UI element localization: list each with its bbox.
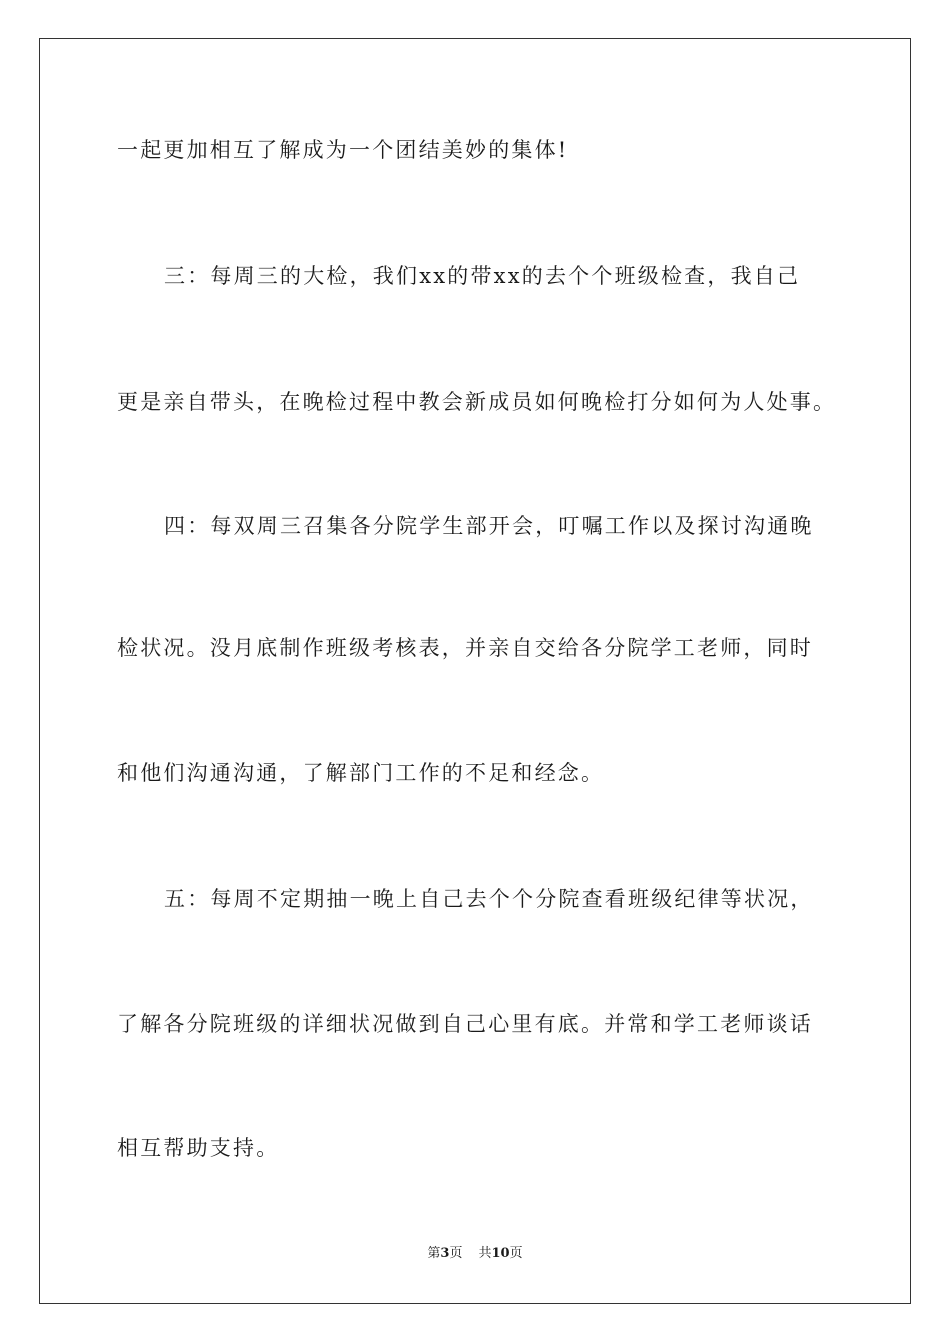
total-suffix: 页 — [509, 1246, 523, 1261]
page-suffix: 页 — [449, 1246, 463, 1261]
text-line-3: 更是亲自带头，在晚检过程中教会新成员如何晚检打分如何为人处事。 — [117, 390, 837, 414]
text-line-9: 相互帮助支持。 — [117, 1136, 280, 1160]
total-prefix: 共 — [478, 1246, 492, 1261]
text-line-7: 五：每周不定期抽一晚上自己去个个分院查看班级纪律等状况， — [164, 887, 814, 911]
total-pages: 10 — [491, 1246, 510, 1261]
text-line-4: 四：每双周三召集各分院学生部开会，叮嘱工作以及探讨沟通晚 — [164, 514, 814, 538]
page-footer — [0, 1245, 950, 1263]
text-line-5: 检状况。没月底制作班级考核表，并亲自交给各分院学工老师，同时 — [117, 636, 813, 660]
text-line-6: 和他们沟通沟通，了解部门工作的不足和经念。 — [117, 761, 605, 785]
text-line-2: 三：每周三的大检，我们xx的带xx的去个个班级检查，我自己 — [164, 264, 801, 288]
text-line-1: 一起更加相互了解成为一个团结美妙的集体! — [117, 138, 569, 162]
text-line-8: 了解各分院班级的详细状况做到自己心里有底。并常和学工老师谈话 — [117, 1012, 813, 1036]
page-number: 3 — [440, 1246, 450, 1261]
page-prefix: 第 — [427, 1246, 441, 1261]
page-border — [39, 38, 911, 1304]
